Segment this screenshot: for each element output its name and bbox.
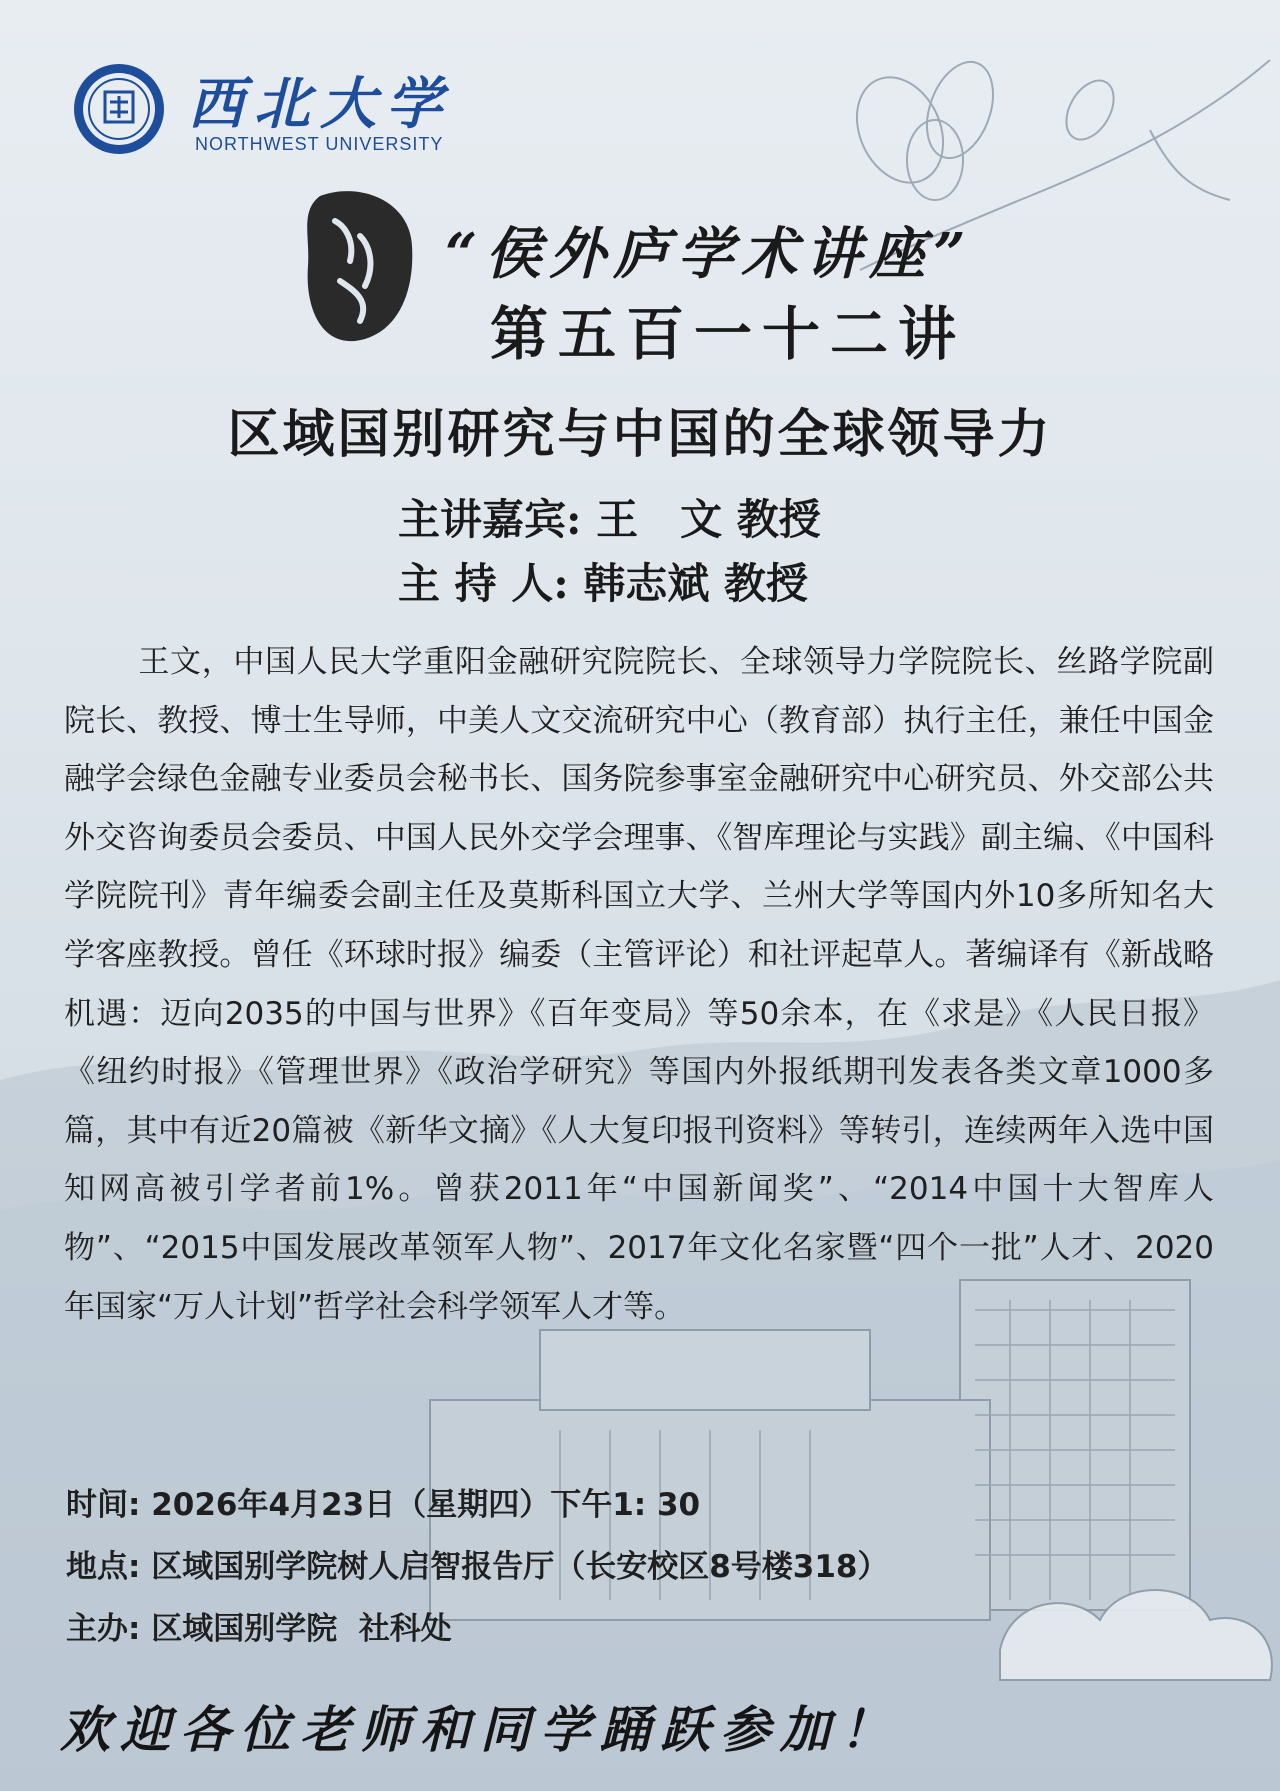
time-label: 时间: — [66, 1487, 141, 1523]
time-value: 2026年4月23日（星期四）下午1: 30 — [151, 1487, 701, 1523]
time-row — [66, 1474, 888, 1536]
lecture-title: 区域国别研究与中国的全球领导力 — [227, 404, 1053, 465]
series-number: 第五百一十二讲 — [490, 300, 967, 368]
host-label: 主 持 人: — [398, 559, 569, 608]
host-row — [398, 552, 821, 616]
host-name: 韩志斌 教授 — [583, 559, 808, 608]
organizer-label: 主办: — [66, 1611, 141, 1647]
university-seal-logo — [72, 62, 166, 156]
speaker-label: 主讲嘉宾: — [398, 495, 582, 544]
series-title: “侯外庐学术讲座” — [445, 221, 974, 287]
speaker-row — [398, 488, 821, 552]
series-ink-seal — [300, 186, 420, 346]
welcome-message: 欢迎各位老师和同学踊跃参加！ — [60, 1700, 900, 1759]
event-info — [66, 1474, 888, 1660]
organizer-row — [66, 1598, 888, 1660]
university-name-cn: 西北大学 — [188, 71, 452, 137]
university-name-en: NORTHWEST UNIVERSITY — [195, 134, 444, 154]
people-block — [398, 488, 821, 616]
place-value: 区域国别学院树人启智报告厅（长安校区8号楼318） — [151, 1549, 889, 1585]
place-row — [66, 1536, 888, 1598]
organizer-value: 区域国别学院 社科处 — [151, 1611, 452, 1647]
speaker-bio: 王文，中国人民大学重阳金融研究院院长、全球领导力学院院长、丝路学院副院长、教授、博士生导师，中美人文交流研究中心（教育部）执行主任，兼任中国金融学会绿色金融专业委员会秘书长、国务院参事室金融研究中心研究员、外交部公共外交咨询委员会委员、中国人民外交学会理事、《智库理论与实践》副主编、《中国科学院院刊》青年编委会副主任及莫斯科国立大学、兰州大学等国内外10多所知名大学客座教授。曾任《环球时报》编委（主管评论）和社评起草人。著编译有《新战略机遇：迈向2035的中国与世界》《百年变局》等50余本，在《求是》《人民日报》《纽约时报》《管理世界》《政治学研究》等国内外报纸期刊发表各类文章1000多篇，其中有近20篇被《新华文摘》《人大复印报刊资料》等转引，连续两年入选中国知网高被引学者前1%。曾获2011年“中国新闻奖”、“2014中国十大智库人物”、“2015中国发展改革领军人物”、2017年文化名家暨“四个一批”人才、2020年国家“万人计划”哲学社会科学领军人才等。 — [64, 644, 1214, 1325]
place-label: 地点: — [66, 1549, 141, 1585]
speaker-name: 王 文 教授 — [596, 495, 821, 544]
